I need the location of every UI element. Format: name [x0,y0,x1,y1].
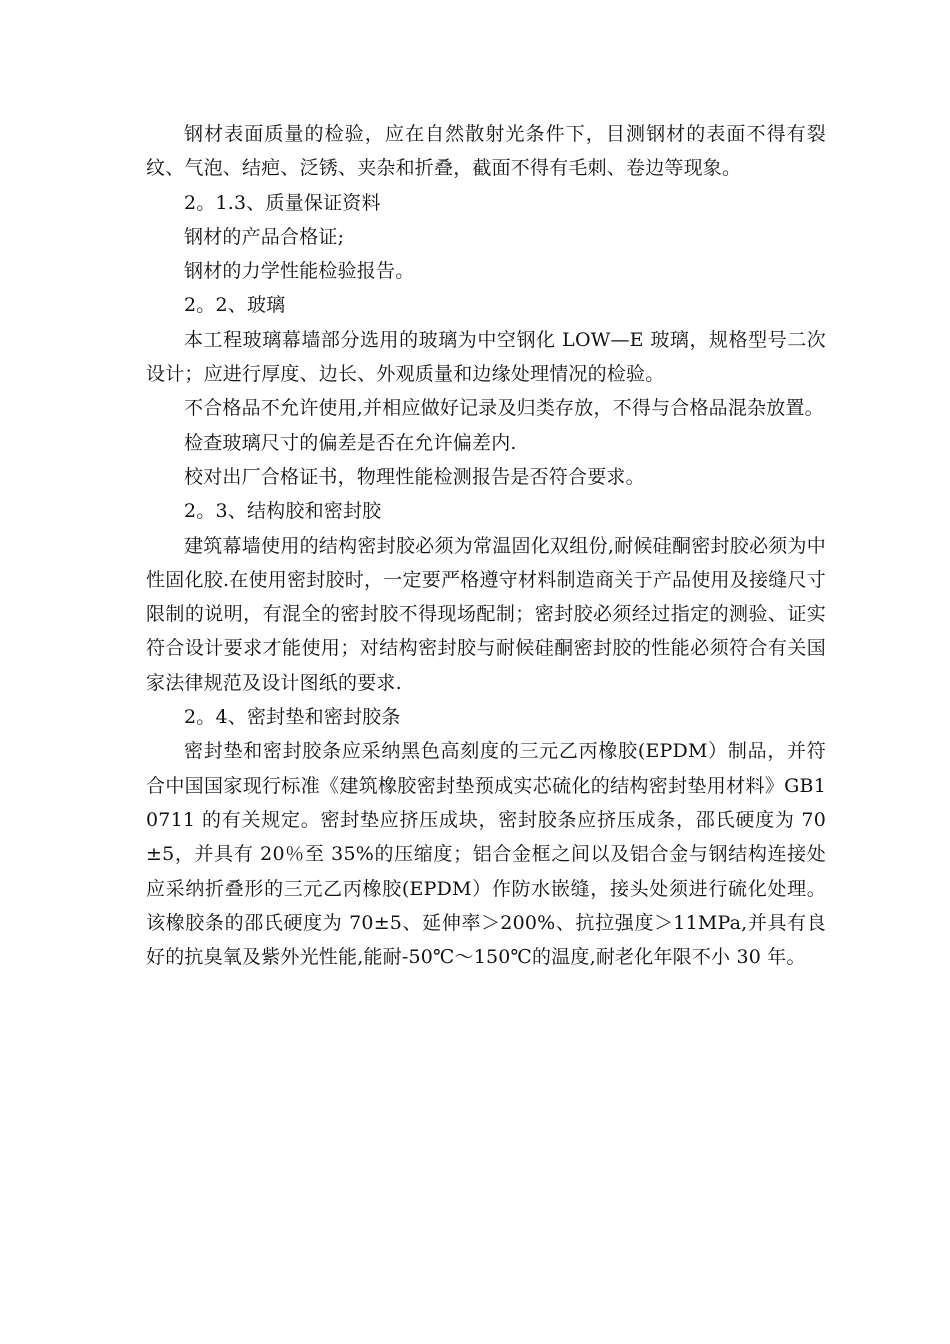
paragraph-nonconforming-products: 不合格品不允许使用,并相应做好记录及归类存放，不得与合格品混杂放置。 [184,397,824,420]
heading-gaskets-and-strips: 2。4、密封垫和密封胶条 [184,706,401,729]
paragraph-steel-mechanical-report: 钢材的力学性能检验报告。 [184,260,415,283]
paragraph-glass-selection: 本工程玻璃幕墙部分选用的玻璃为中空钢化 LOW—E 玻璃，规格型号二次设计；应进行厚度、边长、外观质量和边缘处理情况的检验。 [146,328,826,386]
paragraph-steel-surface-inspection: 钢材表面质量的检验，应在自然散射光条件下，目测钢材的表面不得有裂纹、气泡、结疤、泛锈、夹杂和折叠，截面不得有毛刺、卷边等现象。 [146,123,826,180]
paragraph-gasket-requirements: 密封垫和密封胶条应采纳黑色高刻度的三元乙丙橡胶(EPDM）制品，并符合中国国家现行标准《建筑橡胶密封垫预成实芯硫化的结构密封垫用材料》GB10711 的有关规定。密封垫应挤压成块，密封胶条应挤压成条，邵氏硬度为 70±5，并具有 20％至 35%的压缩度；铝合金框之间以及铝合金与钢结构连接处应采纳折叠形的三元乙丙橡胶(EPDM）作防水嵌缝，接头处须进行硫化处理。该橡胶条的邵氏硬度为 70±5、延伸率＞200%、抗拉强度＞11MPa,并具有良好的抗臭氧及紫外光性能,能耐-50℃～150℃的温度,耐老化年限不小 30 年。 [146,740,826,969]
paragraph-glass-size-check: 检查玻璃尺寸的偏差是否在允许偏差内. [184,431,517,454]
paragraph-certificate-check: 校对出厂合格证书，物理性能检测报告是否符合要求。 [184,465,645,488]
heading-structural-and-sealant: 2。3、结构胶和密封胶 [184,500,382,523]
heading-quality-assurance-documents: 2。1.3、质量保证资料 [184,191,381,214]
paragraph-sealant-requirements: 建筑幕墙使用的结构密封胶必须为常温固化双组份,耐候硅酮密封胶必须为中性固化胶.在使用密封胶时，一定要严格遵守材料制造商关于产品使用及接缝尺寸限制的说明，有混全的密封胶不得现场配制；密封胶必须经过指定的测验、证实符合设计要求才能使用；对结构密封胶与耐候硅酮密封胶的性能必须符合有关国家法律规范及设计图纸的要求. [146,534,826,694]
heading-glass: 2。2、玻璃 [184,294,286,317]
paragraph-steel-certificate: 钢材的产品合格证; [184,225,345,248]
document-page [146,117,826,974]
